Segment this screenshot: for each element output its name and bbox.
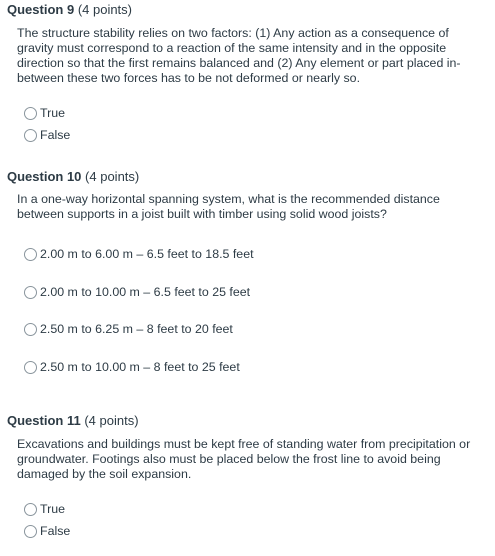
option-d[interactable] bbox=[24, 360, 240, 375]
option-b[interactable] bbox=[24, 285, 250, 300]
radio-button[interactable] bbox=[24, 361, 37, 374]
question-header bbox=[7, 169, 139, 185]
question-text: In a one-way horizontal spanning system, what is the recommended distance between supports in a joist built with timber using solid wood joists? bbox=[17, 192, 440, 221]
question-title: Question 10 bbox=[7, 169, 82, 184]
question-text: The structure stability relies on two factors: (1) Any action as a consequence of gravity must correspond to a reaction of the same intensity and in the opposite direction so that the first remains balanced and (2) Any element or part placed in-between these two forces has to be not deformed or nearly so. bbox=[17, 26, 461, 85]
option-a[interactable] bbox=[24, 247, 254, 262]
option-label: 2.50 m to 6.25 m – 8 feet to 20 feet bbox=[40, 322, 233, 336]
option-label: True bbox=[40, 106, 66, 120]
question-points: (4 points) bbox=[77, 2, 133, 17]
question-title: Question 11 bbox=[7, 413, 81, 428]
option-false[interactable] bbox=[24, 524, 70, 539]
question-text: Excavations and buildings must be kept free of standing water from precipitation or groundwater. Footings also must be placed below the frost line to avoid being damaged by the soil expansion. bbox=[17, 437, 471, 481]
option-label: 2.50 m to 10.00 m – 8 feet to 25 feet bbox=[40, 360, 240, 374]
option-true[interactable] bbox=[24, 502, 65, 517]
question-points: (4 points) bbox=[84, 413, 139, 428]
option-label: True bbox=[40, 502, 66, 516]
radio-button[interactable] bbox=[24, 503, 37, 516]
radio-button[interactable] bbox=[24, 525, 37, 538]
option-false[interactable] bbox=[24, 128, 70, 143]
radio-button[interactable] bbox=[24, 248, 37, 261]
option-label: 2.00 m to 10.00 m – 6.5 feet to 25 feet bbox=[40, 285, 251, 299]
radio-button[interactable] bbox=[24, 286, 37, 299]
radio-button[interactable] bbox=[24, 129, 37, 142]
option-label: 2.00 m to 6.00 m – 6.5 feet to 18.5 feet bbox=[40, 247, 254, 261]
question-points: (4 points) bbox=[85, 169, 140, 184]
option-true[interactable] bbox=[24, 106, 65, 121]
option-label: False bbox=[40, 128, 71, 142]
question-header bbox=[7, 413, 139, 429]
question-header bbox=[7, 2, 132, 18]
option-label: False bbox=[40, 524, 71, 538]
question-title: Question 9 bbox=[7, 2, 75, 17]
option-c[interactable] bbox=[24, 322, 233, 337]
radio-button[interactable] bbox=[24, 323, 37, 336]
radio-button[interactable] bbox=[24, 107, 37, 120]
